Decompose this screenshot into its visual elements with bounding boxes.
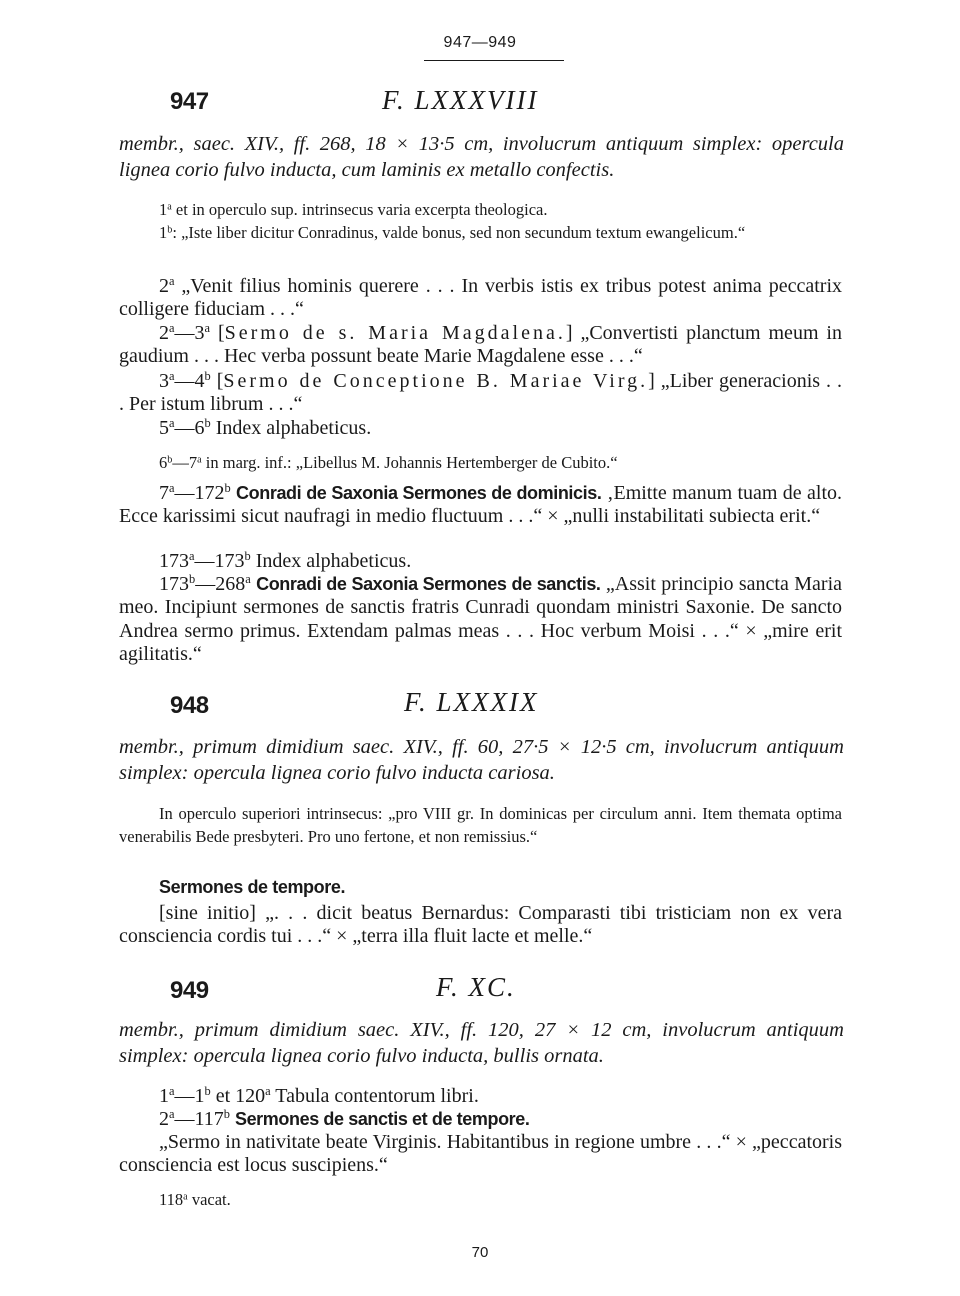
- entry-signature: F. LXXXVIII: [382, 85, 539, 115]
- content-line: 118$^a$ vacat.: [159, 1190, 231, 1209]
- content-line: 173$^a$—173$^b$ Index alphabeticus.: [159, 549, 412, 572]
- content-line: 2$^a$—117$^b$ Sermones de sanctis et de tempore.: [159, 1107, 530, 1130]
- content-line: 7$^a$—172$^b$ Conradi de Saxonia Sermones de dominicis. ‚Emitte manum tuam de alto. Ecce karissimi sicut naufragi in medio fluctuum . . .“ × „nulli instabilitati subiecta erit.“: [119, 481, 843, 528]
- content-line: 1$^b$: „Iste liber dicitur Conradinus, valde bonus, sed non secundum textum ewangelicum.“: [159, 223, 746, 242]
- content-line: 1$^a$ et in operculo sup. intrinsecus varia excerpta theologica.: [159, 200, 548, 219]
- entry-number: 948: [170, 692, 209, 719]
- entry-signature: F. XC.: [436, 972, 516, 1002]
- content-line: „Sermo in nativitate beate Virginis. Habitantibus in regione umbre . . .“ × „peccatoris consciencia est locus suscipiens.“: [119, 1131, 842, 1177]
- entry-number: 947: [170, 88, 209, 115]
- entry-description: membr., primum dimidium saec. XIV., ff. 120, 27 × 12 cm, involucrum antiquum simplex: opercula lignea corio fulvo inducta, bullis ornata.: [119, 1019, 844, 1067]
- content-line: 2$^a$ „Venit filius hominis querere . . . In verbis istis ex tribus potest anima peccatrix colligere fiduciam . . .“: [119, 274, 842, 321]
- content-line: [sine initio] „. . . dicit beatus Bernardus: Comparasti tibi tristiciam non ex vera consciencia cordis tui . . .“ × „terra illa fluit lacte et melle.“: [119, 902, 842, 948]
- work-heading: Sermones de sanctis et de tempore.: [234, 1109, 530, 1129]
- content-line: In operculo superiori intrinsecus: „pro VIII gr. In dominicas per circulum anni. Item themata optima venerabilis Bede presbyteri. Pro uno fertone, et non remissius.“: [119, 804, 842, 846]
- content-line: 3$^a$—4$^b$ [Sermo de Conceptione B. Mariae Virg.] „Liber generacionis . . . Per istum librum . . .“: [119, 369, 842, 416]
- content-line: 5$^a$—6$^b$ Index alphabeticus.: [159, 416, 372, 439]
- content-line: 6$^b$—7$^a$ in marg. inf.: „Libellus M. Johannis Hertemberger de Cubito.“: [159, 453, 618, 472]
- entry-signature: F. LXXXIX: [404, 687, 539, 717]
- entry-number: 949: [170, 977, 209, 1004]
- work-heading: Conradi de Saxonia Sermones de sanctis.: [256, 574, 601, 594]
- work-heading: Conradi de Saxonia Sermones de dominicis.: [236, 483, 602, 503]
- work-heading-line: [119, 877, 842, 898]
- running-head: 947—949: [443, 34, 517, 51]
- page-number: 70: [471, 1244, 489, 1261]
- entry-description: membr., primum dimidium saec. XIV., ff. 60, 27·5 × 12·5 cm, involucrum antiquum simplex: opercula lignea corio fulvo inducta cariosa.: [119, 736, 844, 784]
- content-line: 1$^a$—1$^b$ et 120$^a$ Tabula contentorum libri.: [159, 1084, 479, 1107]
- content-line: 173$^b$—268$^a$ Conradi de Saxonia Sermones de sanctis. „Assit principio sancta Maria meo. Incipiunt sermones de sanctis fratris Cunradi quondam ministri Saxonie. De sancto Andrea sermo primus. Extendam palmas meas . . . Hoc verbum Moisi . . .“ × „mire erit agilitatis.“: [119, 572, 843, 665]
- content-line: 2$^a$—3$^a$ [Sermo de s. Maria Magdalena.] „Convertisti planctum meum in gaudium . . . Hec verba possunt beate Marie Magdalene esse . . .“: [119, 321, 842, 368]
- entry-description: membr., saec. XIV., ff. 268, 18 × 13·5 cm, involucrum antiquum simplex: opercula lignea corio fulvo inducta, cum laminis ex metallo confectis.: [119, 133, 844, 181]
- work-heading: Sermones de tempore.: [159, 877, 346, 897]
- running-head-rule: [424, 60, 564, 61]
